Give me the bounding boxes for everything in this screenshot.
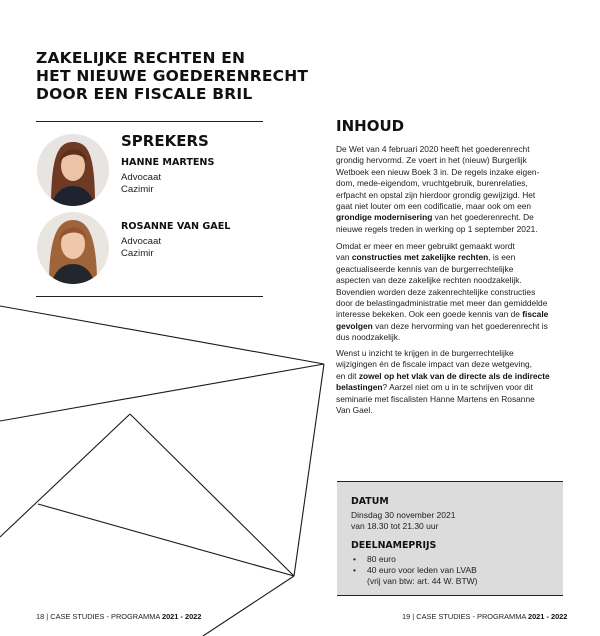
title-line-3: DOOR EEN FISCALE BRIL xyxy=(36,85,253,103)
p2-line: aspecten van deze zakelijke rechten noodzakelijk. xyxy=(336,275,522,286)
price-item-1: 80 euro xyxy=(367,554,396,564)
p1-line: gaat niet louter om een codificatie, maar ook om een xyxy=(336,201,532,212)
p2-text: interesse bekeken. Ook een goede kennis van de xyxy=(336,309,523,320)
p3-line: seminarie met fiscalisten Hanne Martens en Rosanne xyxy=(336,393,535,404)
p2-line: geactualiseerde kennis van de burgerrechtelijke xyxy=(336,263,514,274)
price-item-2-note: (vrij van btw: art. 44 W. BTW) xyxy=(367,576,478,586)
p1-emphasis: grondige modernisering xyxy=(336,212,433,223)
info-box-bottom-rule xyxy=(337,595,563,596)
speaker-1-name: HANNE MARTENS xyxy=(121,157,215,168)
bullet-icon: • xyxy=(353,554,356,564)
content-heading: INHOUD xyxy=(336,117,405,135)
p2-emphasis: gevolgen xyxy=(336,320,373,331)
p2-line: door de belastingadministratie met meer dan gemiddelde xyxy=(336,298,548,309)
p1-line: Wetboek een nieuw Boek 3 in. De regels inzake eigen- xyxy=(336,166,540,177)
price-heading: DEELNAMEPRIJS xyxy=(351,540,437,551)
date-line-1: Dinsdag 30 november 2021 xyxy=(351,510,456,520)
p2-line: Bovendien worden deze zakenrechtelijke constructies xyxy=(336,286,536,297)
second-paragraph xyxy=(336,241,568,344)
p3-line: Wenst u inzicht te krijgen in de burgerrechtelijke xyxy=(336,348,514,358)
speaker-2-name: ROSANNE VAN GAEL xyxy=(121,221,231,232)
p2-emphasis: fiscale xyxy=(522,309,549,320)
bullet-icon: • xyxy=(353,565,356,575)
p3-emphasis: zowel op het vlak van de directe als de indirecte xyxy=(358,370,550,381)
p2-line xyxy=(336,252,568,263)
p2-text: , is een xyxy=(488,252,516,263)
p2-line xyxy=(336,309,568,320)
p1-line: De Wet van 4 februari 2020 heeft het goederenrecht xyxy=(336,144,530,154)
footer-left xyxy=(36,612,201,621)
p1-line: dom, mede-eigendom, vruchtgebruik, burenrelaties, xyxy=(336,178,528,189)
intro-paragraph xyxy=(336,144,568,235)
p1-line: nieuwe regels treden in werking op 1 september 2021. xyxy=(336,223,538,234)
date-line-2: van 18.30 tot 21.30 uur xyxy=(351,521,439,531)
title-line-1: ZAKELIJKE RECHTEN EN xyxy=(36,49,246,67)
p2-line xyxy=(336,321,568,332)
p1-line xyxy=(336,212,568,223)
footer-right-text: 19 | CASE STUDIES - PROGRAMMA xyxy=(402,612,528,621)
speakers-heading: SPREKERS xyxy=(121,132,209,150)
p3-line: wijzigingen én de fiscale impact van deze wetgeving, xyxy=(336,359,532,370)
footer-left-year: 2021 - 2022 xyxy=(161,612,202,621)
p1-line: grondig hervormd. Ze voert in het (nieuw) Burgerlijk xyxy=(336,155,527,166)
third-paragraph xyxy=(336,348,568,416)
p2-text: van deze hervorming van het goederenrecht is xyxy=(372,320,548,331)
p3-emphasis: belastingen xyxy=(336,382,383,393)
p3-line: Van Gael. xyxy=(336,405,373,416)
p2-line: dus noodzakelijk. xyxy=(336,332,401,343)
footer-right xyxy=(402,612,567,621)
speaker-1-role: Advocaat xyxy=(121,172,162,183)
p3-line xyxy=(336,382,568,393)
p1-line: erfpacht en opstal zijn hierdoor grondig gewijzigd. Het xyxy=(336,189,536,200)
p3-text: ? Aarzel niet om u in te schrijven voor dit xyxy=(382,382,533,393)
footer-left-text: 18 | CASE STUDIES - PROGRAMMA xyxy=(36,612,162,621)
date-heading: DATUM xyxy=(351,496,389,507)
price-item-2: 40 euro voor leden van LVAB xyxy=(367,565,477,575)
p1-text: van het goederenrecht. De xyxy=(432,212,534,223)
p3-text: en dit xyxy=(336,370,359,381)
title-line-2: HET NIEUWE GOEDERENRECHT xyxy=(36,67,309,85)
speaker-1-firm: Cazimir xyxy=(121,184,154,195)
p2-text: van xyxy=(336,252,352,263)
p3-line xyxy=(336,371,568,382)
speaker-2-role: Advocaat xyxy=(121,236,162,247)
speaker-2-firm: Cazimir xyxy=(121,248,154,259)
p2-emphasis: constructies met zakelijke rechten xyxy=(351,252,489,263)
footer-right-year: 2021 - 2022 xyxy=(527,612,568,621)
p2-line: Omdat er meer en meer gebruikt gemaakt wordt xyxy=(336,241,515,251)
